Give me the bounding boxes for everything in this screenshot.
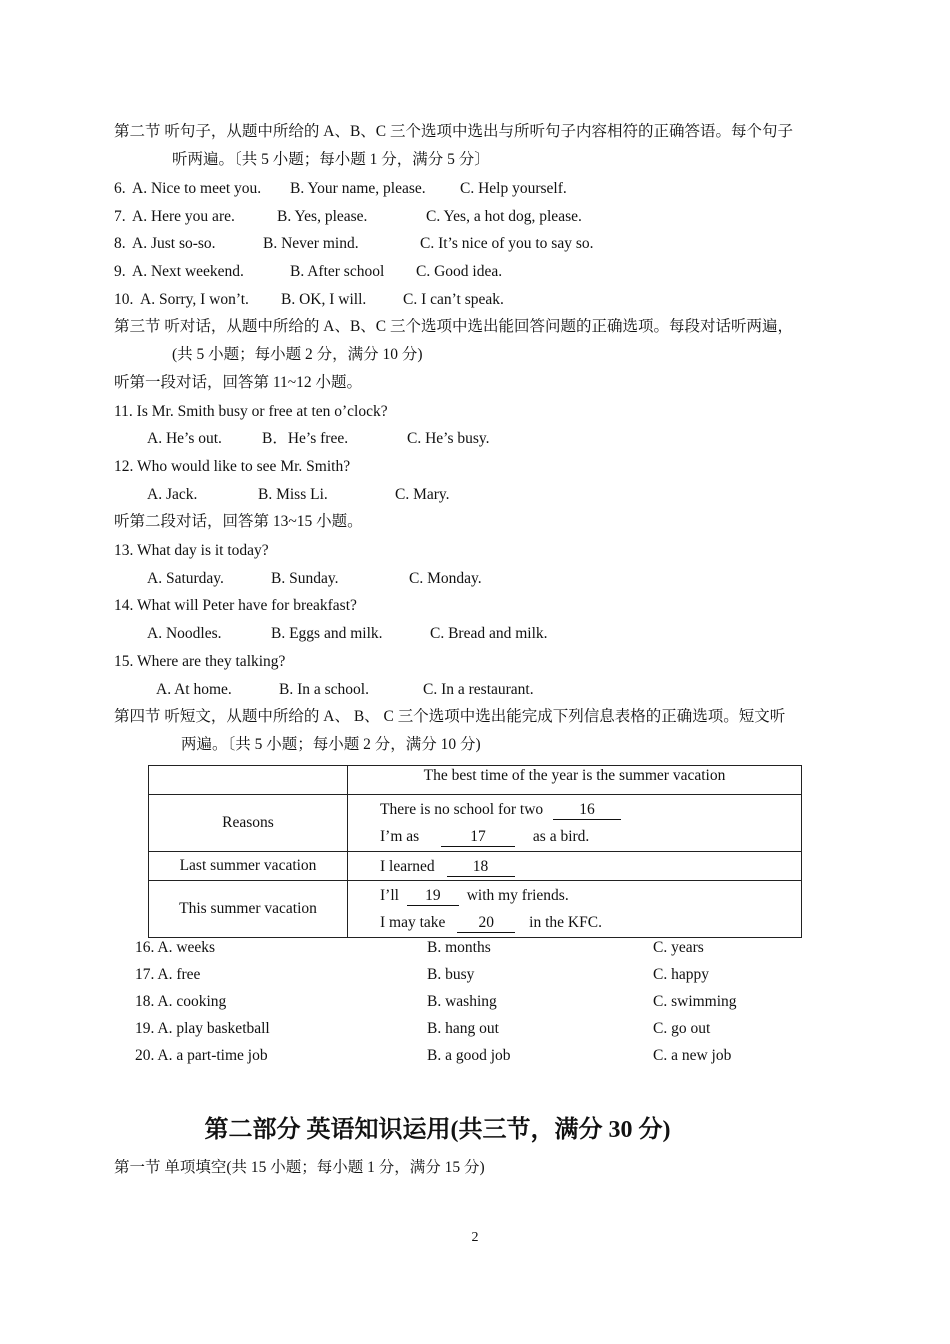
option-a: 17. A. free [135,966,201,983]
question-number: 9. [114,263,126,280]
option-c: C. a new job [653,1047,732,1064]
blank-16: 16 [553,801,621,820]
this-summer-line [380,882,801,909]
question-number: 7. [114,208,126,225]
option-b: B. After school [290,263,385,280]
option-a: A. Jack. [147,486,198,503]
option-b: B. hang out [427,1020,499,1037]
last-summer-content [348,852,802,881]
reason-text: I’m as [380,828,420,845]
option-b: B. washing [427,993,497,1010]
blank-19: 19 [407,887,459,906]
option-a: A. Nice to meet you. [132,180,262,197]
option-b: B. busy [427,966,475,983]
option-c: C. years [653,939,704,956]
last-summer-line [380,853,801,880]
this-summer-text: I may take [380,914,446,931]
part2-section1-title: 第一节 单项填空(共 15 小题；每小题 1 分，满分 15 分) [114,1159,485,1176]
option-b: B. a good job [427,1047,511,1064]
option-a: 19. A. play basketball [135,1020,270,1037]
option-b: B. Eggs and milk. [271,625,383,642]
last-summer-label: Last summer vacation [149,852,348,881]
table-corner-cell [149,766,348,795]
option-a: A. He’s out. [147,430,222,447]
option-b: B. Yes, please. [277,208,368,225]
option-b: B. Sunday. [271,570,339,587]
option-c: C. I can’t speak. [403,291,504,308]
option-a: 18. A. cooking [135,993,227,1010]
option-a: A. Saturday. [147,570,224,587]
option-c: C. Yes, a hot dog, please. [426,208,582,225]
option-a: A. Here you are. [132,208,235,225]
reason-line [380,796,801,823]
this-summer-content [348,881,802,938]
option-b: B. Your name, please. [290,180,426,197]
part2-heading: 第二部分 英语知识运用(共三节，满分 30 分) [204,1117,671,1143]
section4-title-cont: 两遍。〔共 5 小题；每小题 2 分，满分 10 分) [181,736,481,753]
page-number: 2 [471,1230,479,1245]
option-a: A. Next weekend. [132,263,244,280]
option-c: C. happy [653,966,709,983]
option-c: C. Good idea. [416,263,503,280]
this-summer-text: I’ll [380,887,399,904]
this-summer-label: This summer vacation [149,881,348,938]
option-b: B. Miss Li. [258,486,328,503]
this-summer-text: with my friends. [466,887,569,904]
section4-title: 第四节 听短文，从题中所给的 A、 B、 C 三个选项中选出能完成下列信息表格的正确选项。短文听 [114,708,786,725]
option-a: A. Sorry, I won’t. [140,291,249,308]
option-a: A. Just so-so. [132,235,216,252]
question-14: 14. What will Peter have for breakfast? [114,597,357,614]
option-b: B. months [427,939,491,956]
question-15: 15. Where are they talking? [114,653,286,670]
option-b: B. OK, I will. [281,291,367,308]
section2-title: 第二节 听句子，从题中所给的 A、B、C 三个选项中选出与所听句子内容相符的正确答语。每个句子 [114,123,793,140]
option-b: B. Never mind. [263,235,359,252]
option-c: C. Help yourself. [460,180,567,197]
option-c: C. He’s busy. [407,430,490,447]
question-13: 13. What day is it today? [114,542,269,559]
option-c: C. It’s nice of you to say so. [420,235,594,252]
section3-title-cont: (共 5 小题；每小题 2 分，满分 10 分) [172,346,423,363]
reason-text: There is no school for two [380,801,544,818]
option-c: C. swimming [653,993,737,1010]
dialog2-instruction: 听第二段对话，回答第 13~15 小题。 [114,513,363,530]
question-12: 12. Who would like to see Mr. Smith? [114,458,351,475]
section2-title-cont: 听两遍。〔共 5 小题；每小题 1 分，满分 5 分〕 [172,151,490,168]
blank-20: 20 [457,914,515,933]
blank-18: 18 [447,858,515,877]
option-c: C. Monday. [409,570,482,587]
option-a: A. Noodles. [147,625,222,642]
question-number: 6. [114,180,126,197]
option-c: C. Bread and milk. [430,625,548,642]
option-a: A. At home. [156,681,232,698]
dialog1-instruction: 听第一段对话，回答第 11~12 小题。 [114,374,363,391]
this-summer-line [380,909,801,936]
reasons-content [348,795,802,852]
option-b: B. In a school. [279,681,369,698]
section3-title: 第三节 听对话，从题中所给的 A、B、C 三个选项中选出能回答问题的正确选项。每段对话听两遍， [114,318,793,335]
this-summer-text: in the KFC. [529,914,602,931]
blank-17: 17 [441,828,515,847]
question-11: 11. Is Mr. Smith busy or free at ten o’clock? [114,403,388,420]
question-number: 8. [114,235,126,252]
option-c: C. go out [653,1020,711,1037]
info-table [148,765,802,938]
option-a: 20. A. a part-time job [135,1047,268,1064]
reason-line [380,823,801,850]
option-c: C. In a restaurant. [423,681,534,698]
table-header: The best time of the year is the summer vacation [348,766,802,795]
option-a: 16. A. weeks [135,939,216,956]
reason-text: as a bird. [532,828,590,845]
question-number: 10. [114,291,134,308]
last-summer-text: I learned [380,857,435,875]
reasons-label: Reasons [149,795,348,852]
option-b: B．He’s free. [262,430,349,447]
option-c: C. Mary. [395,486,450,503]
